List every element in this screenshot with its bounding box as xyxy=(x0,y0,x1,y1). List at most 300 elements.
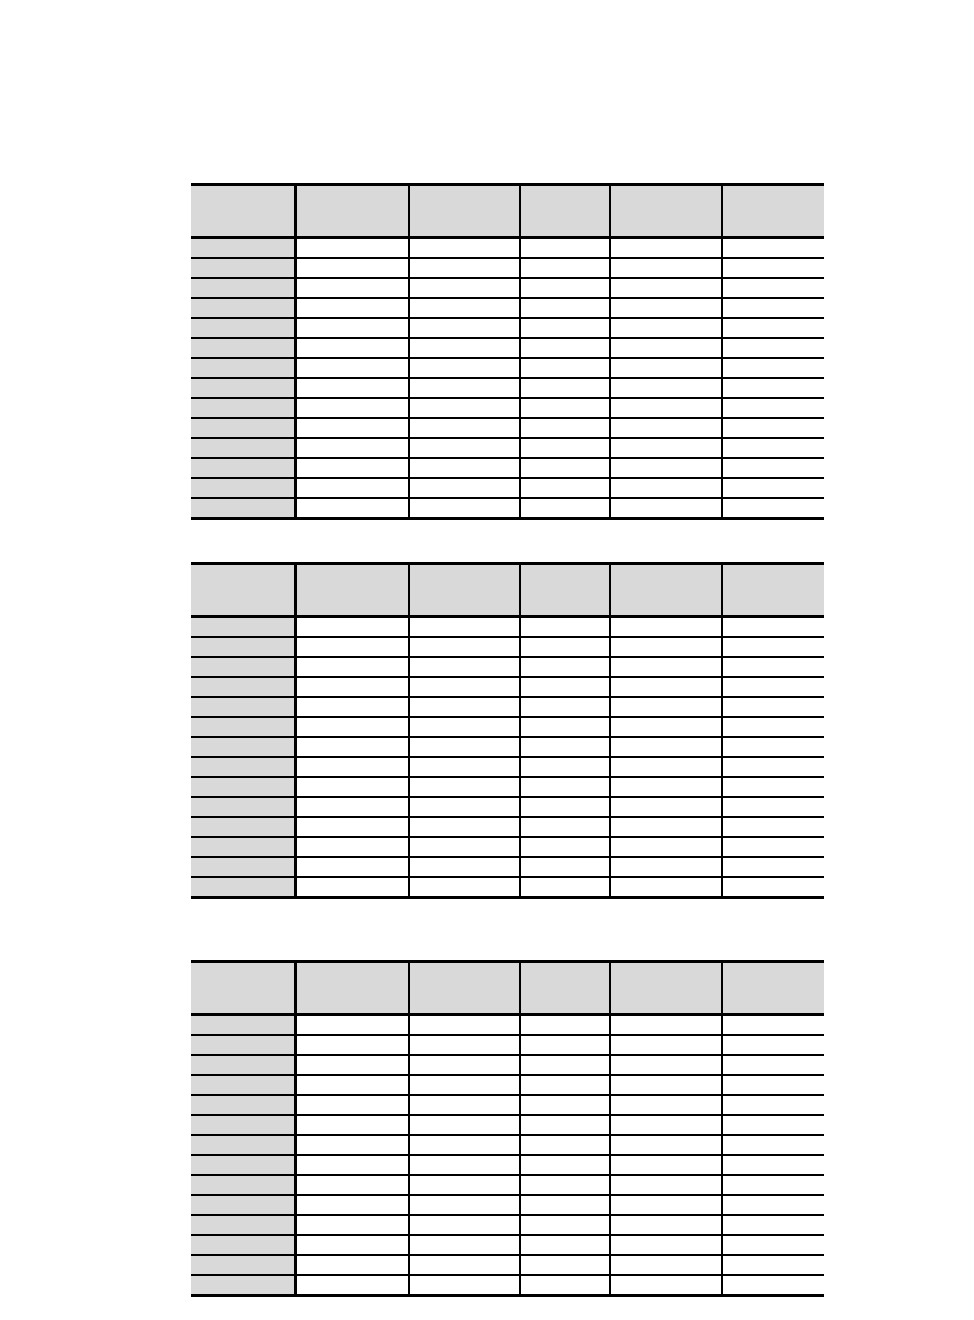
table-cell xyxy=(722,1175,824,1195)
table-cell xyxy=(722,498,824,519)
table-cell xyxy=(409,777,520,797)
table-cell xyxy=(610,1195,722,1215)
table-cell xyxy=(409,1095,520,1115)
table-cell xyxy=(520,1215,610,1235)
table-cell xyxy=(520,458,610,478)
table-cell xyxy=(295,238,409,259)
table-body xyxy=(191,238,824,519)
table-cell xyxy=(520,378,610,398)
table-cell xyxy=(409,1235,520,1255)
table-cell xyxy=(610,817,722,837)
row-label-cell xyxy=(191,1115,295,1135)
table-cell xyxy=(409,1015,520,1036)
table-row xyxy=(191,857,824,877)
table-row xyxy=(191,697,824,717)
table-row xyxy=(191,378,824,398)
table-cell xyxy=(722,238,824,259)
table-cell xyxy=(409,398,520,418)
table-cell xyxy=(610,677,722,697)
table-row xyxy=(191,1135,824,1155)
table-cell xyxy=(520,438,610,458)
table-cell xyxy=(520,1075,610,1095)
table-cell xyxy=(610,1055,722,1075)
column-header xyxy=(610,564,722,617)
table-cell xyxy=(722,857,824,877)
table-row xyxy=(191,637,824,657)
table-cell xyxy=(520,757,610,777)
table-cell xyxy=(722,1215,824,1235)
table-row xyxy=(191,338,824,358)
table-cell xyxy=(520,1035,610,1055)
table-cell xyxy=(520,258,610,278)
table-cell xyxy=(520,278,610,298)
table-row xyxy=(191,717,824,737)
row-label-cell xyxy=(191,877,295,898)
table-cell xyxy=(295,777,409,797)
table-cell xyxy=(520,637,610,657)
table-cell xyxy=(520,338,610,358)
table-cell xyxy=(295,1075,409,1095)
table-cell xyxy=(295,318,409,338)
table-cell xyxy=(409,617,520,638)
column-header xyxy=(191,962,295,1015)
column-header xyxy=(722,185,824,238)
table-cell xyxy=(722,1095,824,1115)
table-cell xyxy=(409,1215,520,1235)
row-label-cell xyxy=(191,1235,295,1255)
table-cell xyxy=(722,737,824,757)
table-cell xyxy=(520,1275,610,1296)
row-label-cell xyxy=(191,1175,295,1195)
table-row xyxy=(191,358,824,378)
table-cell xyxy=(722,278,824,298)
row-label-cell xyxy=(191,358,295,378)
table-cell xyxy=(409,837,520,857)
table-cell xyxy=(520,418,610,438)
row-label-cell xyxy=(191,717,295,737)
table-cell xyxy=(409,697,520,717)
table-cell xyxy=(409,877,520,898)
table-cell xyxy=(295,1055,409,1075)
table-cell xyxy=(520,1095,610,1115)
table-cell xyxy=(722,837,824,857)
table-cell xyxy=(409,1135,520,1155)
table-row xyxy=(191,418,824,438)
row-label-cell xyxy=(191,458,295,478)
table-cell xyxy=(295,677,409,697)
row-label-cell xyxy=(191,657,295,677)
table-row xyxy=(191,458,824,478)
table-cell xyxy=(610,877,722,898)
table-row xyxy=(191,737,824,757)
table-cell xyxy=(409,338,520,358)
row-label-cell xyxy=(191,378,295,398)
table-cell xyxy=(610,657,722,677)
table-cell xyxy=(295,717,409,737)
row-label-cell xyxy=(191,837,295,857)
table-cell xyxy=(409,278,520,298)
table-row xyxy=(191,238,824,259)
table-cell xyxy=(722,398,824,418)
table-cell xyxy=(295,358,409,378)
table-cell xyxy=(610,1155,722,1175)
table-cell xyxy=(295,1035,409,1055)
table-cell xyxy=(610,498,722,519)
row-label-cell xyxy=(191,418,295,438)
table-row xyxy=(191,757,824,777)
row-label-cell xyxy=(191,278,295,298)
table-body xyxy=(191,617,824,898)
table-cell xyxy=(295,1195,409,1215)
row-label-cell xyxy=(191,1095,295,1115)
table-cell xyxy=(610,837,722,857)
table-cell xyxy=(409,1255,520,1275)
table-cell xyxy=(722,378,824,398)
table-cell xyxy=(520,1055,610,1075)
table-cell xyxy=(409,438,520,458)
table-cell xyxy=(520,1175,610,1195)
table-header xyxy=(191,962,824,1015)
table-cell xyxy=(409,1195,520,1215)
table-cell xyxy=(610,418,722,438)
table-cell xyxy=(520,358,610,378)
table-cell xyxy=(610,857,722,877)
table-cell xyxy=(295,837,409,857)
table-cell xyxy=(722,717,824,737)
table-cell xyxy=(610,338,722,358)
table-row xyxy=(191,1075,824,1095)
table-cell xyxy=(722,1275,824,1296)
table-cell xyxy=(610,777,722,797)
table-cell xyxy=(295,737,409,757)
table-cell xyxy=(520,1135,610,1155)
table-cell xyxy=(295,1235,409,1255)
table-body xyxy=(191,1015,824,1296)
row-label-cell xyxy=(191,817,295,837)
table-row xyxy=(191,1035,824,1055)
table-cell xyxy=(520,657,610,677)
table-cell xyxy=(520,398,610,418)
table-cell xyxy=(409,1075,520,1095)
table-cell xyxy=(520,1255,610,1275)
column-header xyxy=(409,564,520,617)
row-label-cell xyxy=(191,1135,295,1155)
row-label-cell xyxy=(191,1195,295,1215)
table-cell xyxy=(520,817,610,837)
row-label-cell xyxy=(191,318,295,338)
table-cell xyxy=(409,657,520,677)
table-cell xyxy=(722,258,824,278)
table-cell xyxy=(610,478,722,498)
row-label-cell xyxy=(191,777,295,797)
table-cell xyxy=(295,338,409,358)
table-cell xyxy=(520,857,610,877)
row-label-cell xyxy=(191,1275,295,1296)
table-header xyxy=(191,185,824,238)
row-label-cell xyxy=(191,637,295,657)
row-label-cell xyxy=(191,697,295,717)
table-cell xyxy=(295,278,409,298)
table-row xyxy=(191,817,824,837)
row-label-cell xyxy=(191,617,295,638)
table-cell xyxy=(409,797,520,817)
table-cell xyxy=(722,657,824,677)
data-table-2 xyxy=(191,562,824,899)
table-cell xyxy=(722,1015,824,1036)
table-cell xyxy=(409,1055,520,1075)
table-cell xyxy=(722,438,824,458)
table-cell xyxy=(520,677,610,697)
table-cell xyxy=(520,1235,610,1255)
table-cell xyxy=(722,358,824,378)
table-cell xyxy=(409,238,520,259)
row-label-cell xyxy=(191,438,295,458)
column-header xyxy=(295,185,409,238)
table-cell xyxy=(520,1015,610,1036)
header-row xyxy=(191,962,824,1015)
row-label-cell xyxy=(191,1155,295,1175)
table-row xyxy=(191,1195,824,1215)
column-header xyxy=(610,962,722,1015)
table-row xyxy=(191,1275,824,1296)
table-cell xyxy=(409,318,520,338)
row-label-cell xyxy=(191,677,295,697)
table-cell xyxy=(520,298,610,318)
table-cell xyxy=(520,877,610,898)
table-cell xyxy=(610,697,722,717)
table-row xyxy=(191,657,824,677)
table-cell xyxy=(409,717,520,737)
table-cell xyxy=(520,1115,610,1135)
table-cell xyxy=(520,478,610,498)
table-cell xyxy=(295,1135,409,1155)
table-cell xyxy=(295,857,409,877)
data-table-1 xyxy=(191,183,824,520)
table-cell xyxy=(722,617,824,638)
table-cell xyxy=(520,617,610,638)
table-cell xyxy=(409,817,520,837)
table-cell xyxy=(520,697,610,717)
table-row xyxy=(191,478,824,498)
table-cell xyxy=(520,1155,610,1175)
table-cell xyxy=(295,398,409,418)
table-cell xyxy=(520,737,610,757)
table-cell xyxy=(520,1195,610,1215)
table-row xyxy=(191,797,824,817)
row-label-cell xyxy=(191,757,295,777)
table-row xyxy=(191,498,824,519)
table-cell xyxy=(610,1115,722,1135)
table-row xyxy=(191,1055,824,1075)
table-cell xyxy=(409,1035,520,1055)
table-cell xyxy=(722,1115,824,1135)
table-cell xyxy=(610,238,722,259)
table-cell xyxy=(409,757,520,777)
table-cell xyxy=(409,378,520,398)
table-cell xyxy=(722,318,824,338)
table-cell xyxy=(409,1175,520,1195)
table-row xyxy=(191,298,824,318)
column-header xyxy=(409,185,520,238)
column-header xyxy=(520,962,610,1015)
table-cell xyxy=(295,1275,409,1296)
table-cell xyxy=(409,857,520,877)
row-label-cell xyxy=(191,258,295,278)
row-label-cell xyxy=(191,1215,295,1235)
table-cell xyxy=(295,458,409,478)
table-cell xyxy=(295,1215,409,1235)
table-row xyxy=(191,1115,824,1135)
table-cell xyxy=(295,1155,409,1175)
table-cell xyxy=(295,378,409,398)
header-row xyxy=(191,185,824,238)
table-row xyxy=(191,1215,824,1235)
table-cell xyxy=(520,498,610,519)
table-cell xyxy=(722,1135,824,1155)
table-cell xyxy=(610,757,722,777)
table-cell xyxy=(722,1195,824,1215)
table-cell xyxy=(722,458,824,478)
table-cell xyxy=(409,498,520,519)
table-cell xyxy=(722,637,824,657)
table-row xyxy=(191,1095,824,1115)
column-header xyxy=(295,962,409,1015)
row-label-cell xyxy=(191,797,295,817)
table-cell xyxy=(295,637,409,657)
column-header xyxy=(409,962,520,1015)
table-cell xyxy=(610,1175,722,1195)
table-cell xyxy=(610,458,722,478)
table-cell xyxy=(295,1095,409,1115)
row-label-cell xyxy=(191,1255,295,1275)
table-cell xyxy=(722,1055,824,1075)
table-cell xyxy=(295,438,409,458)
table-cell xyxy=(295,478,409,498)
table-row xyxy=(191,398,824,418)
table-cell xyxy=(295,1015,409,1036)
table-cell xyxy=(610,358,722,378)
table-cell xyxy=(610,1015,722,1036)
row-label-cell xyxy=(191,737,295,757)
table-row xyxy=(191,258,824,278)
table-cell xyxy=(610,378,722,398)
row-label-cell xyxy=(191,1055,295,1075)
row-label-cell xyxy=(191,498,295,519)
table-cell xyxy=(610,278,722,298)
table-cell xyxy=(722,1035,824,1055)
table-cell xyxy=(722,418,824,438)
table-cell xyxy=(610,737,722,757)
table-cell xyxy=(295,1115,409,1135)
table-cell xyxy=(722,478,824,498)
table-row xyxy=(191,278,824,298)
table-cell xyxy=(409,1155,520,1175)
table-cell xyxy=(722,697,824,717)
data-table-3 xyxy=(191,960,824,1297)
table-cell xyxy=(610,1255,722,1275)
column-header xyxy=(610,185,722,238)
row-label-cell xyxy=(191,398,295,418)
table-cell xyxy=(722,338,824,358)
table-cell xyxy=(610,1075,722,1095)
column-header xyxy=(722,962,824,1015)
row-label-cell xyxy=(191,238,295,259)
table-cell xyxy=(520,717,610,737)
table-cell xyxy=(295,298,409,318)
table-cell xyxy=(409,358,520,378)
table-row xyxy=(191,1155,824,1175)
table-row xyxy=(191,1235,824,1255)
table-cell xyxy=(295,657,409,677)
row-label-cell xyxy=(191,298,295,318)
table-cell xyxy=(610,438,722,458)
table-cell xyxy=(722,677,824,697)
column-header xyxy=(722,564,824,617)
table-cell xyxy=(722,817,824,837)
table-row xyxy=(191,837,824,857)
table-cell xyxy=(722,777,824,797)
table-cell xyxy=(409,478,520,498)
table-cell xyxy=(610,797,722,817)
table-cell xyxy=(610,1215,722,1235)
table-cell xyxy=(610,637,722,657)
table-cell xyxy=(409,418,520,438)
table-cell xyxy=(295,498,409,519)
table-cell xyxy=(610,617,722,638)
table-cell xyxy=(409,458,520,478)
table-cell xyxy=(520,837,610,857)
table-cell xyxy=(409,1275,520,1296)
table-row xyxy=(191,877,824,898)
table-row xyxy=(191,318,824,338)
table-cell xyxy=(295,817,409,837)
table-cell xyxy=(722,298,824,318)
table-cell xyxy=(409,298,520,318)
table-cell xyxy=(722,1155,824,1175)
row-label-cell xyxy=(191,1015,295,1036)
table-cell xyxy=(520,777,610,797)
table-row xyxy=(191,438,824,458)
table-cell xyxy=(295,757,409,777)
table-cell xyxy=(610,1135,722,1155)
table-cell xyxy=(610,1035,722,1055)
table-cell xyxy=(409,637,520,657)
column-header xyxy=(295,564,409,617)
column-header xyxy=(191,185,295,238)
table-cell xyxy=(610,717,722,737)
table-row xyxy=(191,617,824,638)
table-row xyxy=(191,777,824,797)
table-cell xyxy=(295,1175,409,1195)
column-header xyxy=(191,564,295,617)
table-cell xyxy=(295,797,409,817)
header-row xyxy=(191,564,824,617)
row-label-cell xyxy=(191,857,295,877)
table-cell xyxy=(409,258,520,278)
table-cell xyxy=(722,1235,824,1255)
table-cell xyxy=(610,1275,722,1296)
table-cell xyxy=(295,1255,409,1275)
table-cell xyxy=(610,298,722,318)
table-cell xyxy=(610,1095,722,1115)
table-cell xyxy=(295,418,409,438)
row-label-cell xyxy=(191,1075,295,1095)
table-cell xyxy=(409,737,520,757)
row-label-cell xyxy=(191,1035,295,1055)
table-cell xyxy=(409,677,520,697)
table-cell xyxy=(295,617,409,638)
table-cell xyxy=(520,797,610,817)
